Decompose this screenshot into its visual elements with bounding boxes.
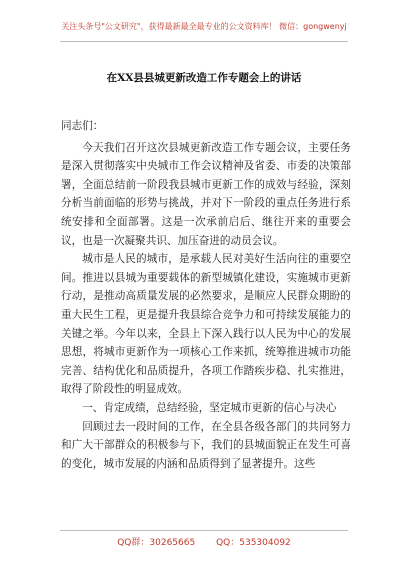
salutation: 同志们： [61, 120, 104, 132]
promo-banner: 关注头条号"公文研究"，获得最新最全最专业的公文资料库！ 微信：gongwenyj [61, 22, 347, 31]
paragraph: 今天我们召开这次县城更新改造工作专题会议，主要任务是深入贯彻落实中央城市工作会议精神及省委、市委的决策部署，全面总结前一阶段我县城市更新工作的成效与经验，深刻分析当前面临的形势与挑战，并对下一阶段的重点任务进行系统安排和全面部署。这是一次承前启后、继往开来的重要会议，也是一次凝聚共识、加压奋进的动员会议。 [61, 141, 351, 247]
header-rule [60, 41, 348, 42]
qq-group: QQ群：30265665 [117, 538, 196, 548]
document-body [61, 117, 351, 473]
section-heading: 一、肯定成绩，总结经验，坚定城市更新的信心与决心 [82, 401, 337, 414]
paragraph: 回顾过去一段时间的工作，在全县各级各部门的共同努力和广大干部群众的积极参与下，我们的县城面貌正在发生可喜的变化，城市发展的内涵和品质得到了显著提升。这些 [61, 420, 351, 470]
qq-number: QQ：535304092 [216, 538, 291, 548]
footer-contact [0, 535, 408, 548]
document-title: 在XX县县城更新改造工作专题会上的讲话 [106, 72, 302, 84]
paragraph: 城市是人民的城市，是承载人民对美好生活向往的重要空间。推进以县城为重要载体的新型城镇化建设，实施城市更新行动，是推动高质量发展的必然要求，是顺应人民群众期盼的重大民生工程，更是提升我县综合竞争力和可持续发展能力的关键之举。今年以来，全县上下深入践行以人民为中心的发展思想，将城市更新作为一项核心工作来抓，统筹推进城市功能完善、结构优化和品质提升，各项工作踏疾步稳、扎实推进，取得了阶段性的明显成效。 [61, 253, 351, 396]
footer-rule [60, 530, 348, 531]
